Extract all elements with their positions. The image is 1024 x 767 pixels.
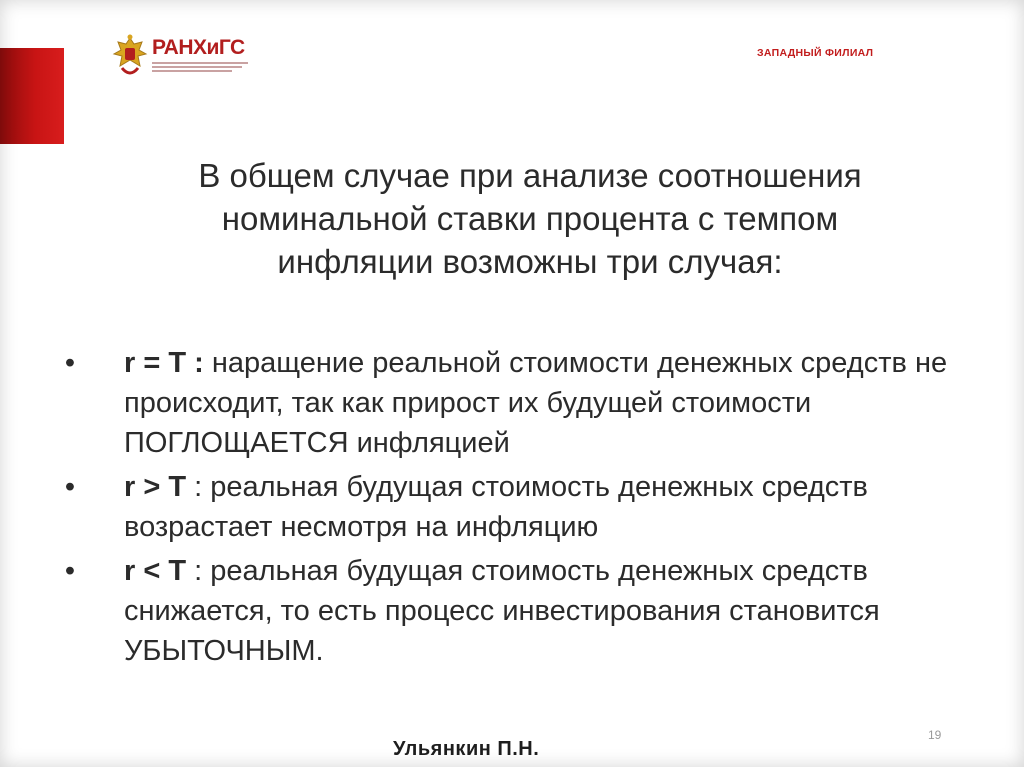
logo-wordmark: РАНХиГС (152, 36, 245, 59)
bullet-text: : реальная будущая стоимость денежных средств возрастает несмотря на инфляцию (124, 471, 868, 543)
slide-heading: В общем случае при анализе соотношения номинальной ставки процента с темпом инфляции возможны три случая: (198, 157, 862, 280)
bullet-condition: r < T (124, 555, 187, 587)
bullet-item (60, 551, 980, 671)
bullet-list (60, 343, 980, 675)
bullet-marker: • (64, 471, 76, 503)
bullet-text: : реальная будущая стоимость денежных средств снижается, то есть процесс инвестирования становится УБЫТОЧНЫМ. (124, 555, 880, 667)
page-number: 19 (928, 728, 942, 742)
bullet-item (60, 343, 980, 463)
logo-subtitle-lines (152, 62, 252, 78)
ranepa-logo (112, 34, 252, 80)
bullet-marker: • (64, 347, 76, 379)
red-accent-bar (0, 48, 64, 144)
bullet-marker: • (64, 555, 76, 587)
bullet-item (60, 467, 980, 547)
branch-label: ЗАПАДНЫЙ ФИЛИАЛ (757, 47, 874, 59)
bullet-condition: r = T : (124, 347, 204, 379)
author-name: Ульянкин П.Н. (393, 738, 540, 760)
eagle-emblem-icon (112, 34, 148, 80)
bullet-text: наращение реальной стоимости денежных средств не происходит, так как прирост их будущей стоимости ПОГЛОЩАЕТСЯ инфляцией (124, 347, 948, 459)
bullet-condition: r > T (124, 471, 187, 503)
